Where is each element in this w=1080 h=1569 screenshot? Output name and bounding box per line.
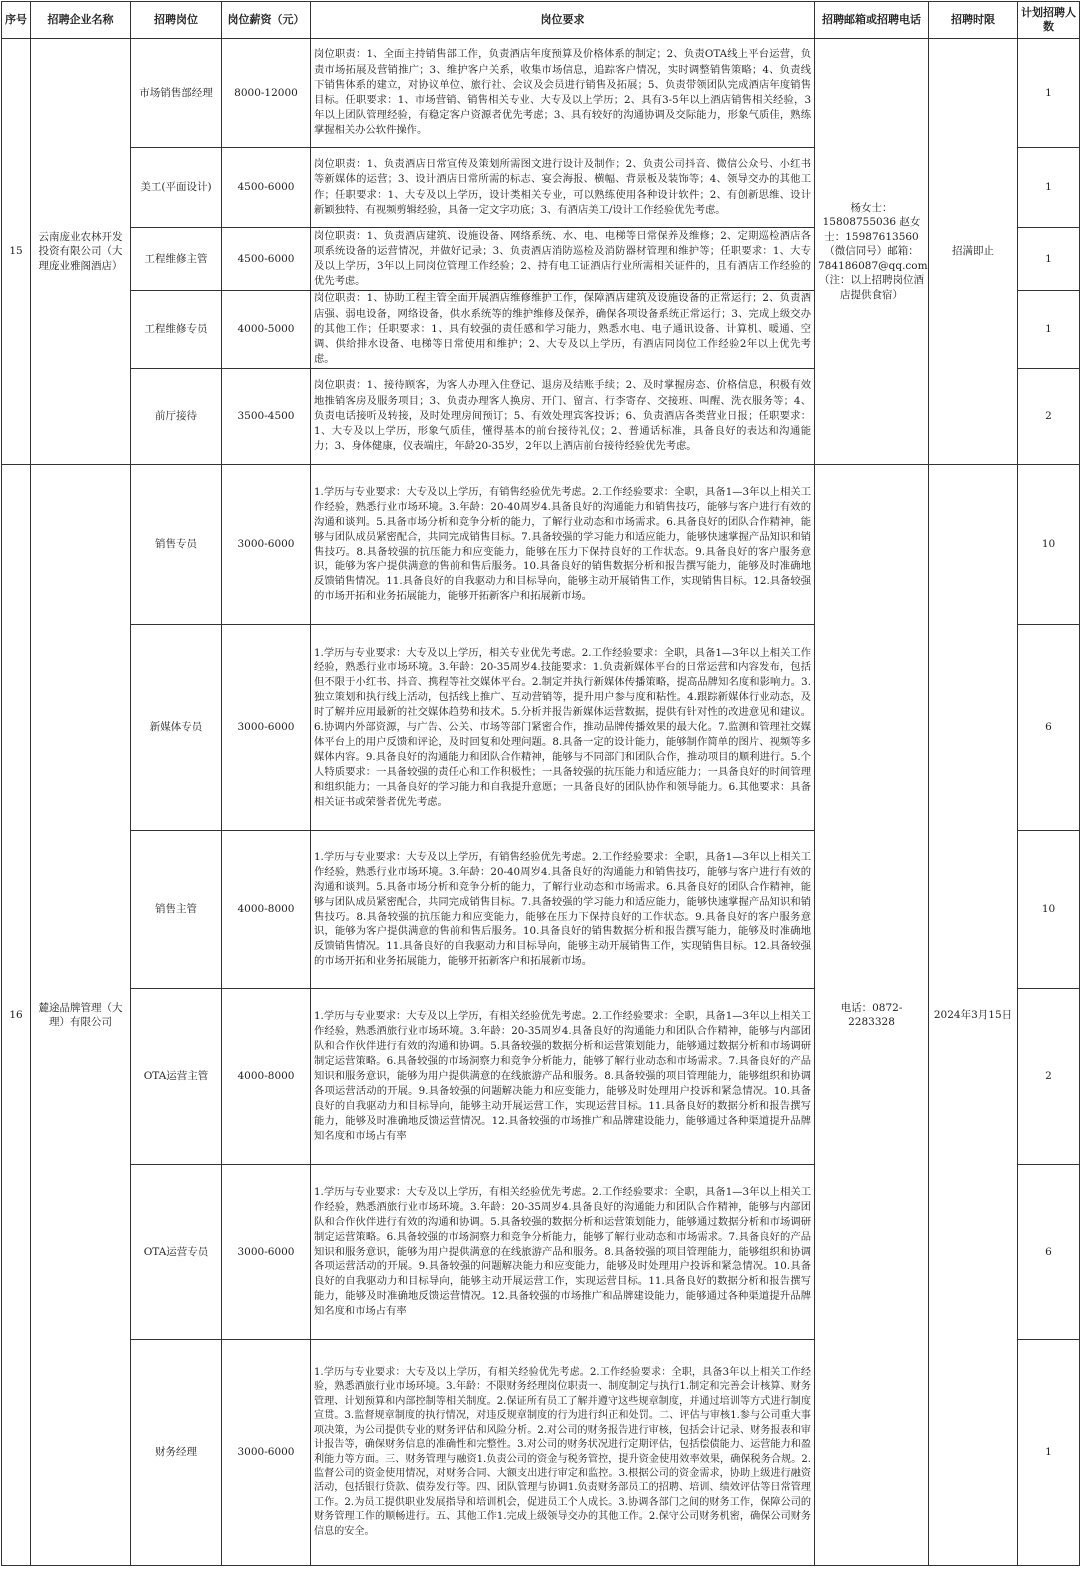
job-salary: 3000-6000	[222, 1340, 311, 1566]
job-requirements: 1.学历与专业要求：大专及以上学历，有相关经验优先考虑。2.工作经验要求：全职，具备3年以上相关工作经验，熟悉酒旅行业市场环境。3.年龄：不限财务经理岗位职责一、制度制定与执行1.制定和完善会计核算、财务管理、计划预算和内部控制等相关制度。2.保证所有员工了解并遵守这些规章制度，并通过培训等方式进行制度宣贯。3.监督规章制度的执行情况，对违反规章制度的行为进行纠正和处罚。二、评估与审核1.参与公司重大事项决策，为公司提供专业的财务评估和风险分析。2.对公司的财务报告进行审核，包括会计记录、财务报表和审计报告等，确保财务信息的准确性和完整性。3.对公司的财务状况进行定期评估，包括偿债能力、运营能力和盈利能力等方面。三、财务管理与融资1.负责公司的资金与税务管控，提升资金使用效率效果，确保税务合规。2.监督公司的资金使用情况，对财务合同、大额支出进行审定和监控。3.根据公司的资金需求，协助上级进行融资活动，包括银行贷款、债券发行等。四、团队管理与协调1.负责财务部员工的招聘、培训、绩效评估等日常管理工作。2.为员工提供职业发展指导和培训机会，促进员工个人成长。3.协调各部门之间的财务工作，保障公司的财务管理工作的顺畅进行。五、其他工作1.完成上级领导交办的其他工作。2.保守公司财务机密，确保公司财务信息的安全。	[311, 1340, 815, 1566]
job-requirements: 1.学历与专业要求：大专及以上学历，有销售经验优先考虑。2.工作经验要求：全职，具备1—3年以上相关工作经验，熟悉行业市场环境。3.年龄：20-40周岁4.具备良好的沟通能力和销售技巧，能够与客户进行有效的沟通和谈判。5.具备市场分析和竞争分析的能力，了解行业动态和市场需求。6.具备良好的团队合作精神，能够与团队成员紧密配合，共同完成销售目标。7.具备较强的学习能力和适应能力，能够快速掌握产品知识和销售技巧。8.具备较强的抗压能力和应变能力，能够在压力下保持良好的工作状态。9.具备良好的客户服务意识，能够为客户提供满意的售前和售后服务。10.具备良好的销售数据分析和报告撰写能力，能够及时准确地反馈销售情况。11.具备良好的自我驱动力和目标导向，能够主动开展销售工作，实现销售目标。12.具备较强的市场开拓和业务拓展能力，能够开拓新客户和拓展新市场。	[311, 831, 815, 989]
header-seq: 序号	[2, 2, 31, 39]
header-salary: 岗位薪资（元）	[222, 2, 311, 39]
job-count: 6	[1018, 1165, 1080, 1340]
job-salary: 4000-8000	[222, 831, 311, 989]
job-count: 2	[1018, 369, 1080, 465]
job-count: 10	[1018, 831, 1080, 989]
job-count: 1	[1018, 148, 1080, 228]
company-contact: 杨女士：15808755036 赵女士：15987613560（微信同号）邮箱：784186087@qq.com （注：以上招聘岗位酒店提供食宿）	[815, 39, 929, 465]
header-deadline: 招聘时限	[929, 2, 1018, 39]
job-count: 6	[1018, 625, 1080, 831]
job-salary: 4500-6000	[222, 148, 311, 228]
job-position: 销售主管	[131, 831, 222, 989]
job-count: 1	[1018, 39, 1080, 148]
job-requirements: 岗位职责：1、协助工程主管全面开展酒店维修维护工作，保障酒店建筑及设施设备的正常运行；2、负责酒店强、弱电设备，网络设备，供水系统等的维护维修及保养，确保各项设备系统正常运行；3、完成上级交办的其他工作；任职要求：1、具有较强的责任感和学习能力，熟悉水电、电子通讯设备、计算机、暖通、空调、供给排水设备、电梯等日常使用和维护；2、大专及以上学历，有酒店同岗位工作经验2年以上优先考虑。	[311, 291, 815, 369]
company-contact: 电话：0872-2283328	[815, 465, 929, 1566]
job-requirements: 岗位职责：1、负责酒店建筑、设施设备、网络系统、水、电、电梯等日常保养及维修；2、定期巡检酒店各项系统设备的运营情况，并做好记录；3、负责酒店消防巡检及消防器材管理和维护等；任职要求：1、大专及以上学历，3年以上同岗位管理工作经验；2、持有电工证酒店行业所需相关证件的，且有酒店工作经验的优先考虑。	[311, 228, 815, 291]
job-position: 财务经理	[131, 1340, 222, 1566]
job-requirements: 岗位职责：1、负责酒店日常宣传及策划所需图文进行设计及制作；2、负责公司抖音、微信公众号、小红书等新媒体的运营；3、设计酒店日常所需的标志、宴会海报、横幅、背景板及装饰等；4、领导交办的其他工作；任职要求：1、大专及以上学历，设计类相关专业，可以熟练使用各种设计软件；2、有创新思维、设计新颖独特、有视频剪辑经验，具备一定文字功底；3、有酒店美工/设计工作经验优先考虑。	[311, 148, 815, 228]
job-count: 1	[1018, 1340, 1080, 1566]
job-salary: 3000-6000	[222, 1165, 311, 1340]
job-count: 2	[1018, 989, 1080, 1165]
company-name: 云南庞业农林开发投资有限公司（大理庞业雅阁酒店）	[31, 39, 131, 465]
table-row	[2, 39, 1080, 148]
job-position: 美工(平面设计)	[131, 148, 222, 228]
job-position: 前厅接待	[131, 369, 222, 465]
header-company: 招聘企业名称	[31, 2, 131, 39]
job-count: 10	[1018, 465, 1080, 625]
job-requirements: 1.学历与专业要求：大专及以上学历，有相关经验优先考虑。2.工作经验要求：全职，具备1—3年以上相关工作经验，熟悉酒旅行业市场环境。3.年龄：20-35周岁4.具备良好的沟通能力和团队合作精神，能够与内部团队和合作伙伴进行有效的沟通和协调。5.具备较强的数据分析和运营策划能力，能够通过数据分析和市场调研制定运营策略。6.具备较强的市场洞察力和竞争分析能力，能够了解行业动态和市场需求。7.具备良好的产品知识和服务意识，能够为用户提供满意的在线旅游产品和服务。8.具备较强的项目管理能力，能够组织和协调各项运营活动的开展。9.具备较强的问题解决能力和应变能力，能够及时处理用户投诉和紧急情况。10.具备良好的自我驱动力和目标导向，能够主动开展运营工作，实现运营目标。11.具备良好的数据分析和报告撰写能力，能够及时准确地反馈运营情况。12.具备较强的市场推广和品牌建设能力，能够通过各种渠道提升品牌知名度和市场占有率	[311, 989, 815, 1165]
job-salary: 3000-6000	[222, 625, 311, 831]
company-deadline: 招满即止	[929, 39, 1018, 465]
job-position: OTA运营主管	[131, 989, 222, 1165]
job-salary: 3000-6000	[222, 465, 311, 625]
header-requirements: 岗位要求	[311, 2, 815, 39]
company-name: 麓途品牌管理（大理）有限公司	[31, 465, 131, 1566]
job-salary: 8000-12000	[222, 39, 311, 148]
header-position: 招聘岗位	[131, 2, 222, 39]
job-salary: 4000-5000	[222, 291, 311, 369]
company-seq: 15	[2, 39, 31, 465]
company-seq: 16	[2, 465, 31, 1566]
job-requirements: 1.学历与专业要求：大专及以上学历，有相关经验优先考虑。2.工作经验要求：全职，具备1—3年以上相关工作经验，熟悉酒旅行业市场环境。3.年龄：20-35周岁4.具备良好的沟通能力和团队合作精神，能够与内部团队和合作伙伴进行有效的沟通和协调。5.具备较强的数据分析和运营策划能力，能够通过数据分析和市场调研制定运营策略。6.具备较强的市场洞察力和竞争分析能力，能够了解行业动态和市场需求。7.具备良好的产品知识和服务意识，能够为用户提供满意的在线旅游产品和服务。8.具备较强的项目管理能力，能够组织和协调各项运营活动的开展。9.具备较强的问题解决能力和应变能力，能够及时处理用户投诉和紧急情况。10.具备良好的自我驱动力和目标导向，能够主动开展运营工作，实现运营目标。11.具备良好的数据分析和报告撰写能力，能够及时准确地反馈运营情况。12.具备较强的市场推广和品牌建设能力，能够通过各种渠道提升品牌知名度和市场占有率	[311, 1165, 815, 1340]
job-salary: 3500-4500	[222, 369, 311, 465]
job-position: OTA运营专员	[131, 1165, 222, 1340]
job-requirements: 岗位职责：1、接待顾客，为客人办理入住登记、退房及结账手续；2、及时掌握房态、价格信息，积极有效地推销客房及服务项目；3、负责办理客人换房、开门、留言、行李寄存、交接班、叫醒、洗衣服务等；4、负责电话接听及转接，及时处理房间预订；5、有效处理宾客投诉；6、负责酒店各类营业日报；任职要求：1、大专及以上学历，形象气质佳，懂得基本的前台接待礼仪；2、普通话标准，具备良好的表达和沟通能力；3、身体健康，仪表端庄，年龄20-35岁，2年以上酒店前台接待经验优先考虑。	[311, 369, 815, 465]
header-contact: 招聘邮箱或招聘电话	[815, 2, 929, 39]
job-position: 新媒体专员	[131, 625, 222, 831]
job-count: 1	[1018, 228, 1080, 291]
header-row	[2, 2, 1080, 39]
job-position: 工程维修主管	[131, 228, 222, 291]
job-requirements: 岗位职责：1、全面主持销售部工作，负责酒店年度预算及价格体系的制定；2、负责OTA线上平台运营，负责市场拓展及营销推广；3、维护客户关系，收集市场信息，追踪客户情况，实时调整销售策略；4、负责线下销售体系的建立，对协议单位、旅行社、会议及会员进行销售及拓展；5、负责带领团队完成酒店年度销售目标。任职要求：1、市场营销、销售相关专业、大专及以上学历；2、具有3-5年以上酒店销售相关经验，3年以上团队管理经验，有稳定客户资源者优先考虑；3、具有较好的沟通协调及交际能力，形象气质佳，熟练掌握相关办公软件操作。	[311, 39, 815, 148]
job-count: 1	[1018, 291, 1080, 369]
job-position: 工程维修专员	[131, 291, 222, 369]
job-position: 市场销售部经理	[131, 39, 222, 148]
job-salary: 4000-8000	[222, 989, 311, 1165]
table-row	[2, 465, 1080, 625]
recruitment-table	[1, 1, 1080, 1566]
company-deadline: 2024年3月15日	[929, 465, 1018, 1566]
job-requirements: 1.学历与专业要求：大专及以上学历，有销售经验优先考虑。2.工作经验要求：全职，具备1—3年以上相关工作经验，熟悉行业市场环境。3.年龄：20-40周岁4.具备良好的沟通能力和销售技巧，能够与客户进行有效的沟通和谈判。5.具备市场分析和竞争分析的能力，了解行业动态和市场需求。6.具备良好的团队合作精神，能够与团队成员紧密配合，共同完成销售目标。7.具备较强的学习能力和适应能力，能够快速掌握产品知识和销售技巧。8.具备较强的抗压能力和应变能力，能够在压力下保持良好的工作状态。9.具备良好的客户服务意识，能够为客户提供满意的售前和售后服务。10.具备良好的销售数据分析和报告撰写能力，能够及时准确地反馈销售情况。11.具备良好的自我驱动力和目标导向，能够主动开展销售工作，实现销售目标。12.具备较强的市场开拓和业务拓展能力，能够开拓新客户和拓展新市场。	[311, 465, 815, 625]
job-requirements: 1.学历与专业要求：大专及以上学历，相关专业优先考虑。2.工作经验要求：全职，具备1—3年以上相关工作经验，熟悉行业市场环境。3.年龄：20-35周岁4.技能要求：1.负责新媒体平台的日常运营和内容发布，包括但不限于小红书、抖音、携程等社交媒体平台。2.制定并执行新媒体传播策略，提高品牌知名度和影响力。3.独立策划和执行线上活动，包括线上推广、互动营销等，提升用户参与度和粘性。4.跟踪新媒体行业动态，及时了解并应用最新的社交媒体趋势和技术。5.分析并报告新媒体运营数据，提供有针对性的改进意见和建议。6.协调内外部资源，与广告、公关、市场等部门紧密合作，推动品牌传播效果的最大化。7.监测和管理社交媒体平台上的用户反馈和评论，及时回复和处理问题。8.具备一定的设计能力，能够制作简单的图片、视频等多媒体内容。9.具备良好的沟通能力和团队合作精神，能够与不同部门和团队合作，推动项目的顺利进行。5.个人特质要求：一具备较强的责任心和工作积极性；一具备较强的抗压能力和适应能力；一具备良好的时间管理和组织能力；一具备良好的学习能力和自我提升意愿；一具备良好的团队协作和领导能力。6.其他要求：具备相关证书或荣誉者优先考虑。	[311, 625, 815, 831]
job-position: 销售专员	[131, 465, 222, 625]
job-salary: 4500-6000	[222, 228, 311, 291]
header-count: 计划招聘人数	[1018, 2, 1080, 39]
